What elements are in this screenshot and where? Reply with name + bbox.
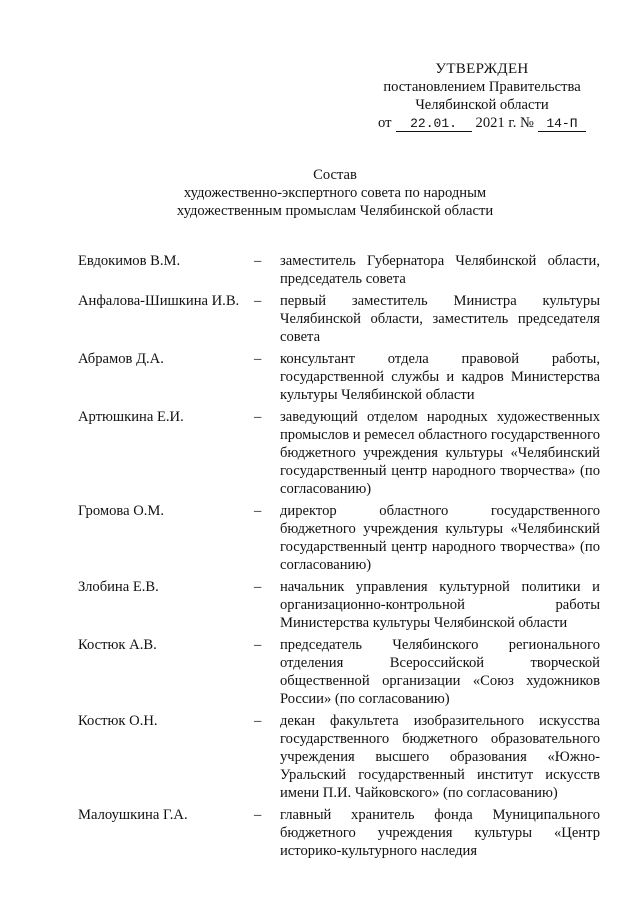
- member-name: Громова О.М.: [78, 503, 165, 519]
- approval-number: 14-П: [538, 116, 586, 132]
- member-position: первый заместитель Министра культуры Челябинской области, заместитель председателя совета: [280, 293, 600, 345]
- member-name: Артюшкина Е.И.: [78, 409, 184, 425]
- title-line-3: художественным промыслам Челябинской области: [176, 203, 494, 219]
- member-position: консультант отдела правовой работы, государственной службы и кадров Министерства культуры Челябинской области: [280, 351, 600, 403]
- member-row: [78, 408, 600, 498]
- member-row: [78, 636, 600, 708]
- member-position: заведующий отделом народных художественных промыслов и ремесел областного государственного бюджетного учреждения культуры «Челябинский государственный центр народного творчества» (по согласованию): [280, 409, 600, 497]
- year-number-label: 2021 г. №: [475, 115, 534, 131]
- member-row: [78, 292, 600, 346]
- approval-block: [372, 60, 592, 132]
- member-row: [78, 806, 600, 860]
- member-position: директор областного государственного бюджетного учреждения культуры «Челябинский государственный центр народного творчества» (по согласованию): [280, 503, 600, 573]
- member-position: заместитель Губернатора Челябинской области, председатель совета: [280, 253, 600, 287]
- member-name: Малоушкина Г.А.: [78, 807, 188, 823]
- member-dash: –: [254, 293, 262, 309]
- member-name: Евдокимов В.М.: [78, 253, 181, 269]
- approval-date: 22.01.: [396, 116, 472, 132]
- document-title: [130, 166, 540, 220]
- member-row: [78, 252, 600, 288]
- member-dash: –: [254, 807, 262, 823]
- member-row: [78, 350, 600, 404]
- member-row: [78, 578, 600, 632]
- member-position: председатель Челябинского регионального отделения Всероссийской творческой общественной организации «Союз художников России» (по согласованию): [280, 637, 600, 707]
- member-name: Костюк А.В.: [78, 637, 157, 653]
- member-dash: –: [254, 713, 262, 729]
- member-name: Абрамов Д.А.: [78, 351, 164, 367]
- member-dash: –: [254, 253, 262, 269]
- member-dash: –: [254, 579, 262, 595]
- title-line-2: художественно-экспертного совета по народным: [183, 185, 487, 201]
- from-label: от: [378, 115, 392, 131]
- member-row: [78, 502, 600, 574]
- member-row: [78, 712, 600, 802]
- approval-heading: УТВЕРЖДЕН: [435, 61, 529, 77]
- title-line-1: Состав: [313, 167, 357, 183]
- member-dash: –: [254, 351, 262, 367]
- member-dash: –: [254, 503, 262, 519]
- member-name: Анфалова-Шишкина И.В.: [78, 293, 240, 309]
- member-position: главный хранитель фонда Муниципального бюджетного учреждения культуры «Центр историко-культурного наследия: [280, 807, 600, 859]
- members-list: [78, 252, 600, 864]
- member-name: Злобина Е.В.: [78, 579, 159, 595]
- member-dash: –: [254, 637, 262, 653]
- member-name: Костюк О.Н.: [78, 713, 158, 729]
- approval-line-1: постановлением Правительства: [383, 79, 581, 95]
- member-position: декан факультета изобразительного искусства государственного бюджетного образовательного учреждения высшего образования «Южно-Уральский государственный институт искусств имени П.И. Чайковского» (по согласованию): [280, 713, 600, 801]
- approval-date-row: [372, 114, 592, 132]
- member-position: начальник управления культурной политики и организационно-контрольной работы Министерства культуры Челябинской области: [280, 579, 600, 631]
- approval-line-2: Челябинской области: [415, 97, 549, 113]
- member-dash: –: [254, 409, 262, 425]
